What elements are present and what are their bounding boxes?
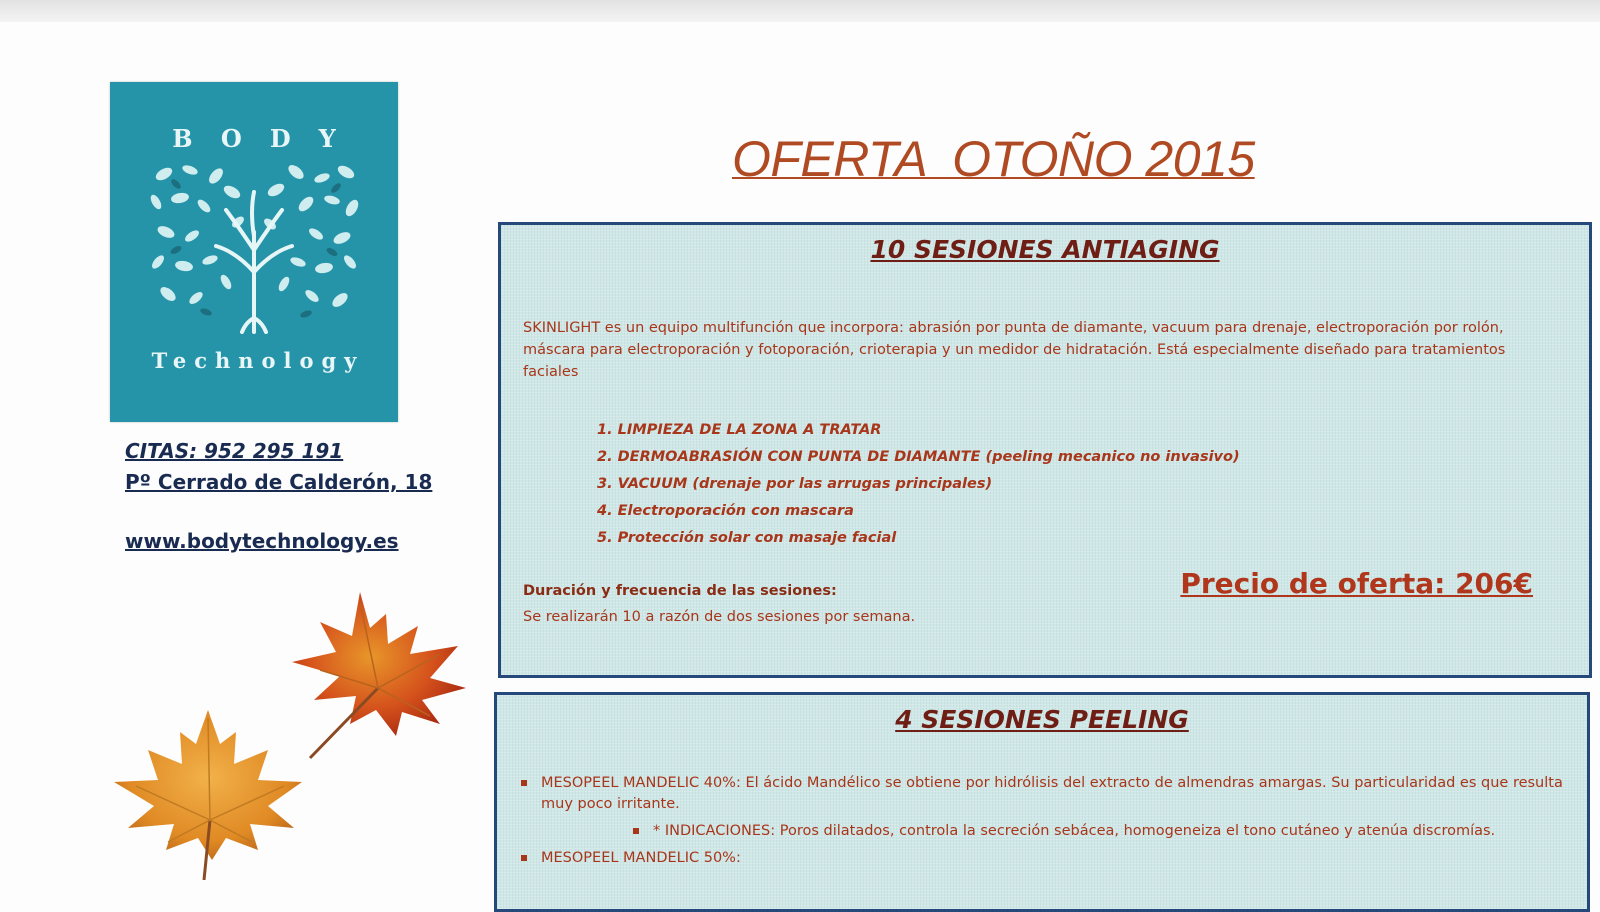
duration-text: Se realizarán 10 a razón de dos sesiones por semana. xyxy=(523,609,916,625)
antiaging-offer-box xyxy=(498,222,1592,678)
orange-maple-leaf-icon xyxy=(108,710,308,880)
address-line: Pº Cerrado de Calderón, 18 xyxy=(125,470,433,494)
contact-info xyxy=(125,436,432,557)
peeling-item-text: MESOPEEL MANDELIC 50%: xyxy=(541,850,741,866)
peeling-indications: * INDICACIONES: Poros dilatados, controla la secreción sebácea, homogeneiza el tono cutáneo y atenúa discromías. xyxy=(541,821,1571,842)
antiaging-steps xyxy=(597,417,1240,552)
logo-bottom-text: Technology xyxy=(151,348,365,373)
peeling-item-text: MESOPEEL MANDELIC 40%: El ácido Mandélico se obtiene por hidrólisis del extracto de almendras amargas. Su particularidad es que resulta muy poco irritante. xyxy=(541,775,1563,812)
scan-top-band xyxy=(0,0,1600,22)
duration-label: Duración y frecuencia de las sesiones: xyxy=(523,583,837,599)
step-item: 5. Protección solar con masaje facial xyxy=(597,530,897,546)
list-item xyxy=(511,848,1571,869)
peeling-offer-box xyxy=(494,692,1590,912)
phone-line: CITAS: 952 295 191 xyxy=(125,439,344,463)
peeling-list xyxy=(511,773,1571,875)
step-item: 4. Electroporación con mascara xyxy=(597,503,854,519)
tree-icon xyxy=(146,162,362,334)
antiaging-heading: 10 SESIONES ANTIAGING xyxy=(870,235,1220,264)
red-maple-leaf-icon xyxy=(290,592,490,762)
antiaging-description: SKINLIGHT es un equipo multifunción que incorpora: abrasión por punta de diamante, vacuum para drenaje, electroporación por rolón, máscara para electroporación y fotoporación, crioterapia y un medidor de hidratación. Está especialmente diseñado para tratamientos faciales xyxy=(523,320,1506,380)
step-item: 3. VACUUM (drenaje por las arrugas principales) xyxy=(597,476,993,492)
page-title: OFERTA OTOÑO 2015 xyxy=(732,131,1255,187)
offer-price: Precio de oferta: 206€ xyxy=(1180,567,1533,600)
website-link[interactable]: www.bodytechnology.es xyxy=(125,529,399,553)
peeling-heading: 4 SESIONES PEELING xyxy=(895,705,1189,734)
logo-top-text: BODY xyxy=(172,124,364,153)
list-item xyxy=(511,773,1571,842)
step-item: 2. DERMOABRASIÓN CON PUNTA DE DIAMANTE (peeling mecanico no invasivo) xyxy=(597,449,1240,465)
body-technology-logo xyxy=(110,82,398,422)
step-item: 1. LIMPIEZA DE LA ZONA A TRATAR xyxy=(597,422,882,438)
